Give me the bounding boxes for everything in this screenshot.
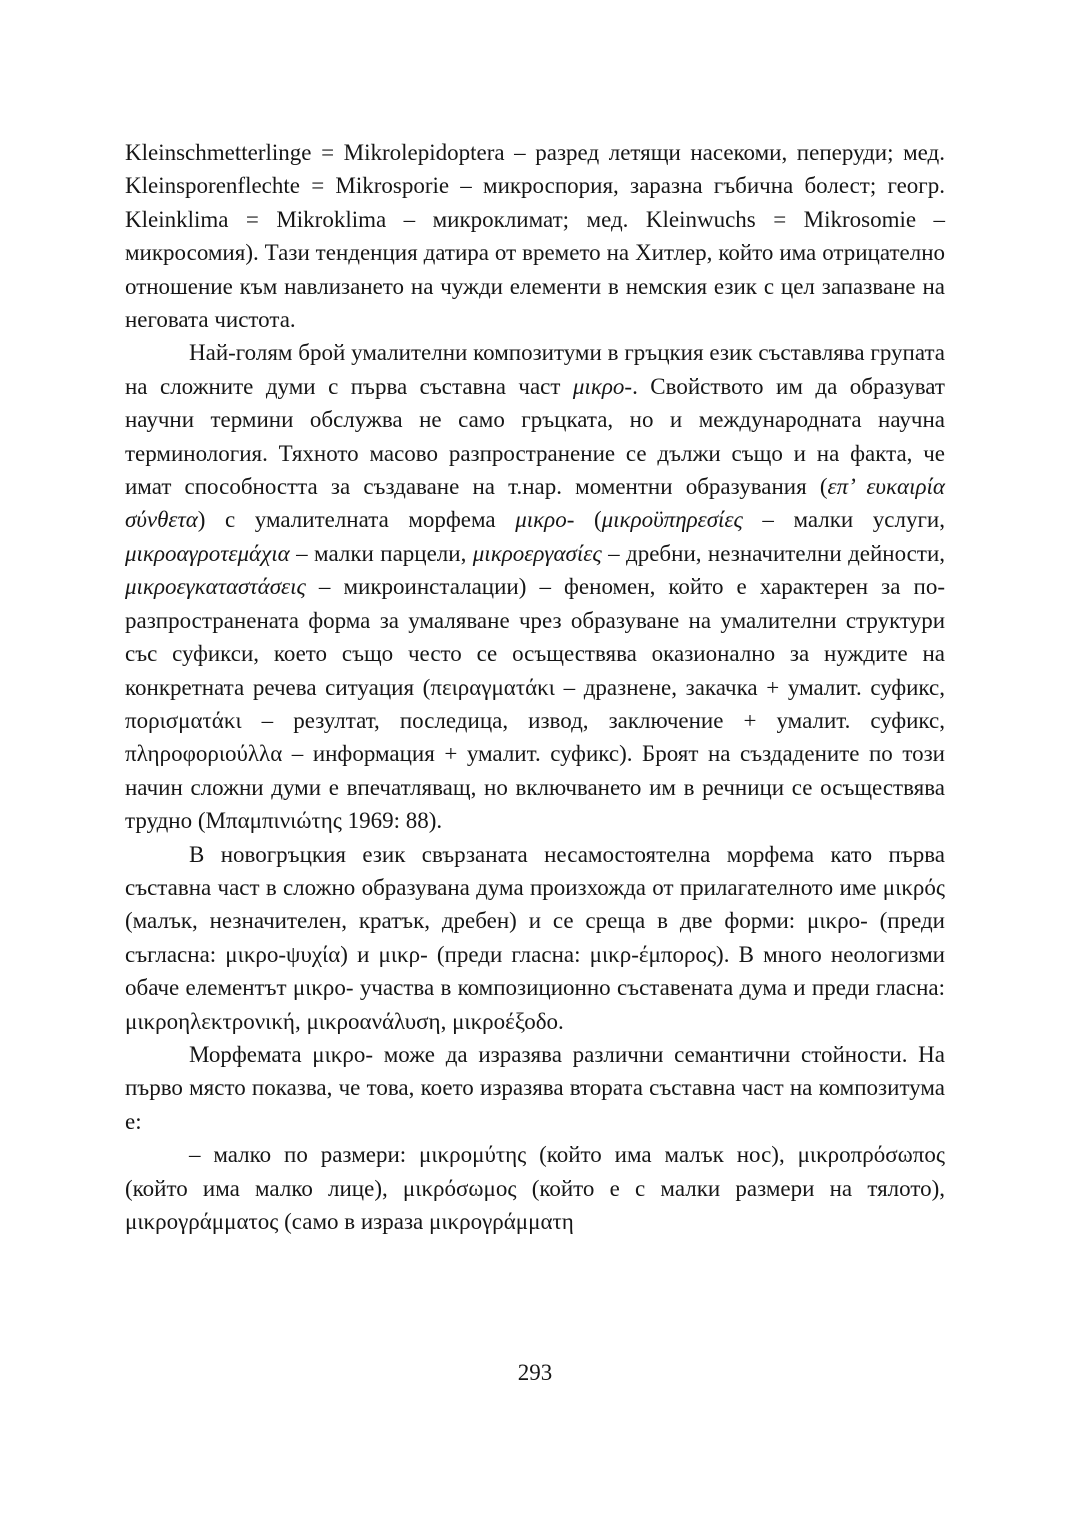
- text-run: Kleinschmetterlinge = Mikrolepidoptera – разред летящи насекоми, пеперуди; мед. Kleinsporenflechte = Mikrosporie – микроспория, заразна гъбична болест; геогр. Kleinklima = Mikroklima – микроклимат; мед. Kleinwuchs = Mikrosomie – микросомия). Тази тенденция датира от времето на Хитлер, който има отрицателно отношение към навлизането на чужди елементи в немския език с цел запазване на неговата чистота.: [125, 140, 945, 333]
- greek-term: επ’ ευκαιρία σύνθετα: [125, 474, 945, 533]
- text-block: [125, 136, 945, 1238]
- paragraph: [125, 1138, 945, 1238]
- text-run: – малки услуги,: [742, 507, 945, 533]
- page-number: 293: [517, 1360, 553, 1385]
- text-run: – малки парцели,: [289, 540, 473, 566]
- greek-term: μικροαγροτεμάχια: [125, 540, 290, 566]
- text-run: – малко по размери: μικρομύτης (който има малък нос), μικροπρόσωπος (който има малко лице), μικρόσωμος (който е с малки размери на тялото), μικρογράμματος (само в израза μικρογράμματη: [125, 1142, 945, 1234]
- text-run: Най-голям брой умалителни композитуми в гръцкия език съставлява групата на сложните думи с първа съставна част: [125, 340, 945, 399]
- paragraph: [125, 1038, 945, 1138]
- paragraph: [125, 336, 945, 837]
- text-run: ) с умалителната морфема: [197, 507, 516, 533]
- paragraph: [125, 838, 945, 1038]
- greek-term: μικρο-: [515, 507, 575, 533]
- greek-term: μικροεργασίες: [472, 540, 602, 566]
- text-run: . Свойството им да образуват научни термини обслужва не само гръцката, но и международната научна терминология. Тяхното масово разпространение се дължи също и на факта, че имат способността за създаване на т.нар. моментни образувания (: [125, 373, 945, 500]
- text-run: – микроинсталации) – феномен, който е характерен за по-разпространената форма за умаляване чрез образуване на умалителни структури със суфикси, което също често се осъществява оказионално за нуждите на конкретната речева ситуация (πειραγματάκι – дразнене, закачка + умалит. суфикс, πορισματάκι – резултат, последица, извод, заключение + умалит. суфикс, πληροφοριούλλα – информация + умалит. суфикс). Броят на създадените по този начин сложни думи е впечатляващ, но включването им в речници се осъществява трудно (Μπαμπινιώτης 1969: 88).: [125, 574, 945, 834]
- greek-term: μικροϋπηρεσίες: [601, 507, 743, 533]
- text-run: В новогръцкия език свързаната несамостоятелна морфема като първа съставна част в сложно образувана дума произхожда от прилагателното име μικρός (малък, незначителен, кратък, дребен) и се среща в две форми: μικρο- (преди съгласна: μικρο-ψυχία) и μικρ- (преди гласна: μικρ-έμπορος). В много неологизми обаче елементът μικρο- участва в композиционно съставената дума и преди гласна: μικροηλεκτρονική, μικροανάλυση, μικροέξοδο.: [125, 841, 945, 1034]
- greek-term: μικροεγκαταστάσεις: [125, 574, 306, 600]
- text-run: Морфемата μικρο- може да изразява различни семантични стойности. На първо място показва, че това, което изразява втората съставна част на композитума е:: [125, 1041, 945, 1134]
- text-run: – дребни, незначителни дейности,: [601, 540, 945, 566]
- greek-term: μικρο-: [572, 373, 633, 399]
- text-run: (: [574, 507, 602, 533]
- paragraph: [125, 136, 945, 336]
